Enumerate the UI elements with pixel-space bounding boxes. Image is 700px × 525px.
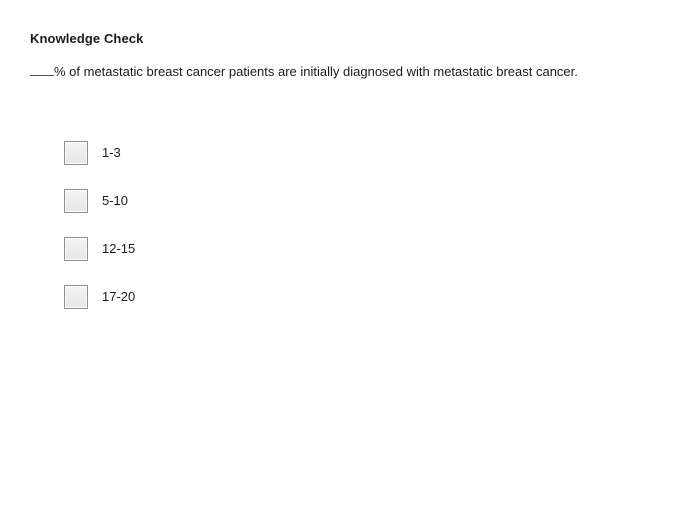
option-1-3[interactable] <box>64 139 135 166</box>
checkbox[interactable] <box>64 285 88 309</box>
answer-options <box>64 139 135 331</box>
checkbox[interactable] <box>64 237 88 261</box>
checkbox[interactable] <box>64 141 88 165</box>
checkbox[interactable] <box>64 189 88 213</box>
answer-blank <box>30 64 54 76</box>
option-5-10[interactable] <box>64 187 135 214</box>
question-body: % of metastatic breast cancer patients are initially diagnosed with metastatic breast cancer. <box>54 64 578 79</box>
option-label: 1-3 <box>102 145 121 160</box>
question-text <box>30 64 578 79</box>
option-label: 17-20 <box>102 289 136 304</box>
option-label: 5-10 <box>102 193 129 208</box>
option-17-20[interactable] <box>64 283 135 310</box>
option-label: 12-15 <box>102 241 136 256</box>
option-12-15[interactable] <box>64 235 135 262</box>
page-title: Knowledge Check <box>30 31 144 46</box>
